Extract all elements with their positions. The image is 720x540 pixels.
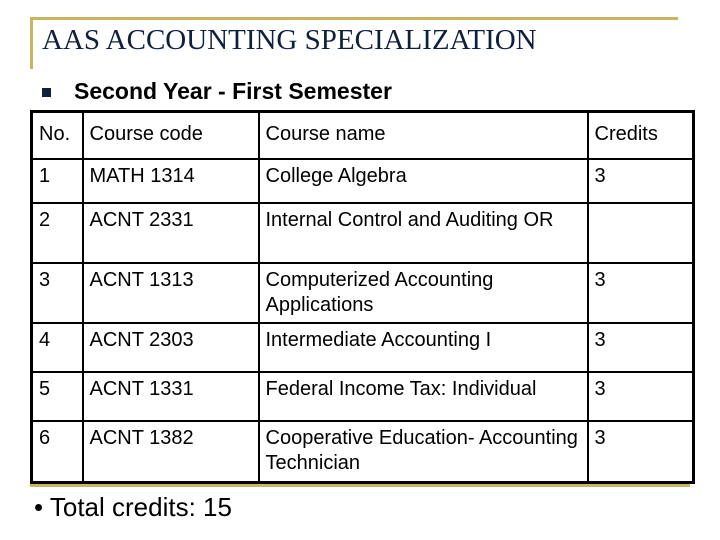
cell-credits: 3 xyxy=(588,421,694,483)
cell-no: 1 xyxy=(32,159,83,203)
cell-no: 6 xyxy=(32,421,83,483)
cell-course-name: Computerized Accounting Applications xyxy=(259,263,588,323)
frame-left-line xyxy=(30,17,33,69)
cell-course-name: Intermediate Accounting I xyxy=(259,323,588,372)
table-row xyxy=(32,203,694,263)
slide-title: AAS ACCOUNTING SPECIALIZATION xyxy=(42,24,537,56)
cell-credits: 3 xyxy=(588,323,694,372)
header-course-code: Course code xyxy=(83,112,259,159)
table-row xyxy=(32,263,694,323)
cell-course-name: Cooperative Education- Accounting Technician xyxy=(259,421,588,483)
table-row xyxy=(32,323,694,372)
course-table xyxy=(30,110,695,484)
cell-no: 2 xyxy=(32,203,83,263)
frame-top-line xyxy=(30,17,678,20)
cell-course-code: ACNT 1331 xyxy=(83,372,259,421)
cell-course-code: ACNT 2331 xyxy=(83,203,259,263)
cell-credits: 3 xyxy=(588,372,694,421)
table-row xyxy=(32,421,694,483)
cell-credits xyxy=(588,203,694,263)
table-row xyxy=(32,159,694,203)
header-no: No. xyxy=(32,112,83,159)
header-credits: Credits xyxy=(588,112,694,159)
cell-no: 5 xyxy=(32,372,83,421)
cell-no: 3 xyxy=(32,263,83,323)
cell-course-code: ACNT 1313 xyxy=(83,263,259,323)
table-row xyxy=(32,372,694,421)
cell-course-name: College Algebra xyxy=(259,159,588,203)
cell-no: 4 xyxy=(32,323,83,372)
cell-course-name: Internal Control and Auditing OR xyxy=(259,203,588,263)
total-credits-bullet: • Total credits: 15 xyxy=(34,492,232,522)
cell-course-name: Federal Income Tax: Individual xyxy=(259,372,588,421)
cell-course-code: ACNT 1382 xyxy=(83,421,259,483)
cell-credits: 3 xyxy=(588,159,694,203)
table-header-row xyxy=(32,112,694,159)
header-course-name: Course name xyxy=(259,112,588,159)
frame-bottom-line xyxy=(30,484,690,487)
slide-subtitle: Second Year - First Semester xyxy=(74,78,392,104)
square-bullet-icon xyxy=(42,88,51,97)
cell-course-code: MATH 1314 xyxy=(83,159,259,203)
cell-credits: 3 xyxy=(588,263,694,323)
cell-course-code: ACNT 2303 xyxy=(83,323,259,372)
